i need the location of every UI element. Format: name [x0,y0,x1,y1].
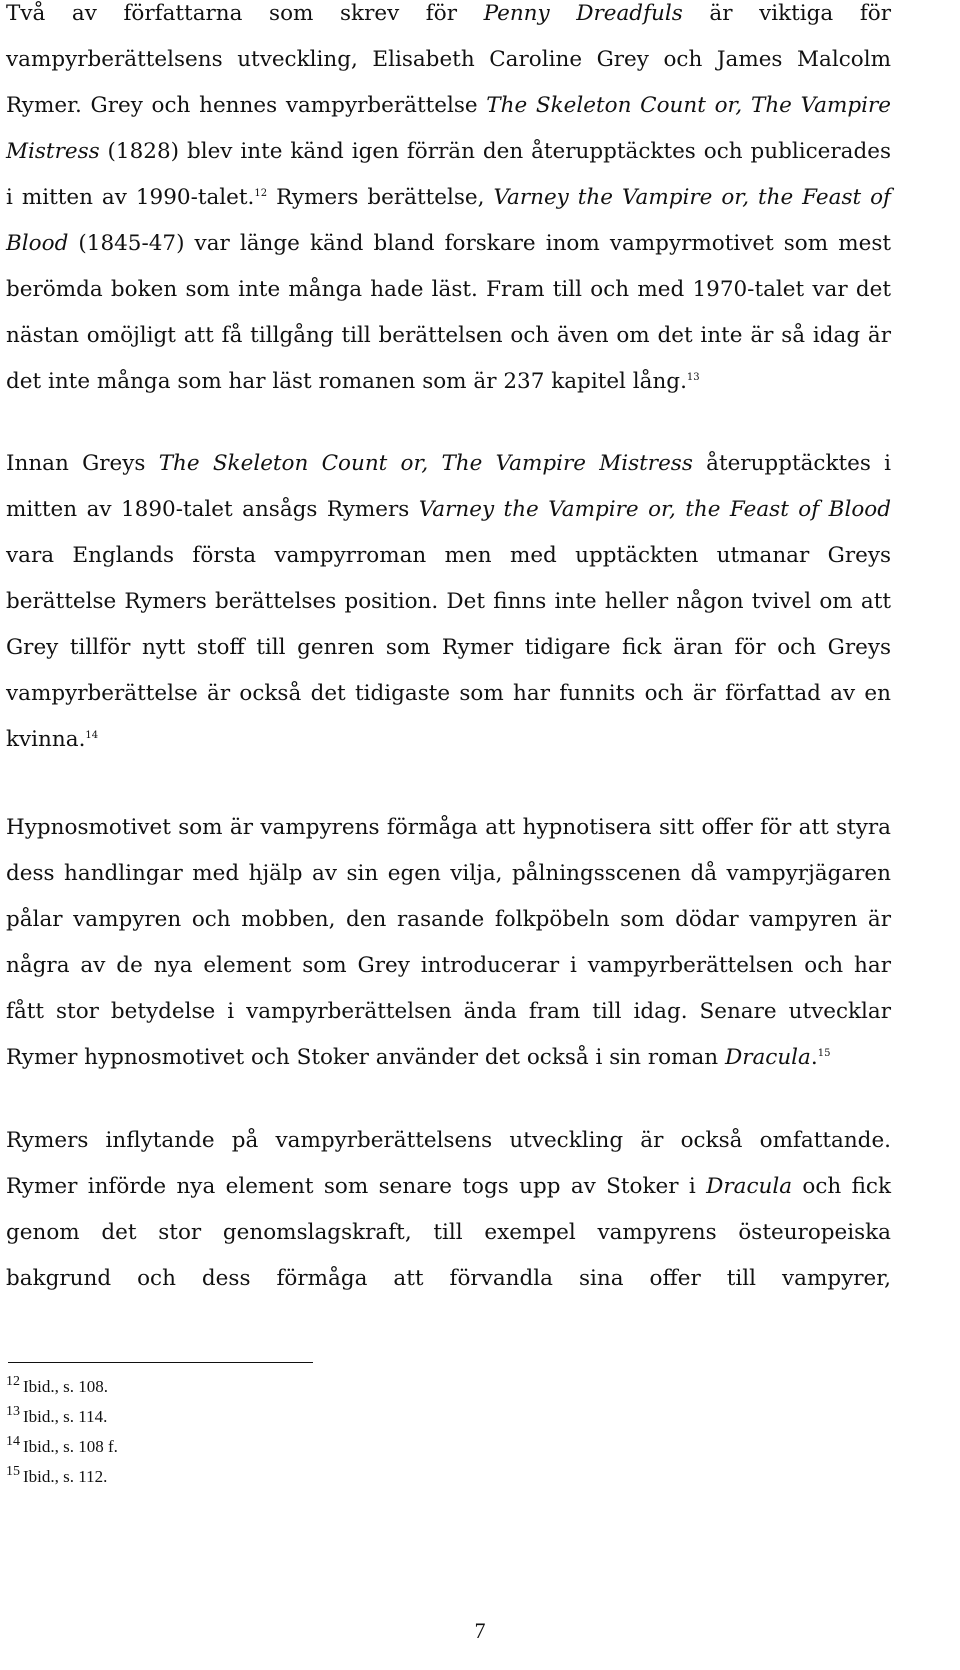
paragraph-1 [6,0,891,405]
text-run: vara Englands första vampyrroman men med upptäckten utmanar Greys berättelse Rymers berättelses position. Det finns inte heller någon tvivel om att Grey tillför nytt stoff till genren som Rymer tidigare fick äran för och Greys vampyrberättelse är också det tidigaste som har funnits och är författad av en kvinna. [6,543,891,752]
footnote-12 [6,1372,118,1402]
footnote-text: Ibid., s. 112. [23,1467,108,1486]
text-run: (1845-47) var länge känd bland forskare inom vampyrmotivet som mest berömda boken som inte många hade läst. Fram till och med 1970-talet var det nästan omöjligt att få tillgång till berättelsen och även om det inte är så idag är det inte många som har läst romanen som är 237 kapitel lång. [6,231,891,394]
footnote-reference: 13 [686,371,700,383]
italic-title: Penny Dreadfuls [483,1,683,26]
footnote-number: 12 [6,1374,20,1390]
page-number: 7 [474,1618,486,1643]
text-run: återupptäcktes i mitten av 1890-talet ansågs Rymers [6,451,891,522]
text-run: . [810,1045,818,1070]
text-run: och fick genom det stor genomslagskraft, till exempel vampyrens östeuropeiska bakgrund och dess förmåga att förvandla sina offer till vampyrer, [6,1174,891,1291]
footnote-text: Ibid., s. 114. [23,1407,108,1426]
text-run: Rymers berättelse, [267,185,494,210]
footnote-number: 13 [6,1404,20,1420]
footnote-reference: 14 [85,729,99,741]
text-run: är viktiga för vampyrberättelsens utveckling, Elisabeth Caroline Grey och James Malcolm Rymer. Grey och hennes vampyrberättelse [6,1,892,118]
footnote-13 [6,1402,118,1432]
footnote-text: Ibid., s. 108 f. [23,1437,118,1456]
italic-title: Dracula [706,1174,793,1199]
text-run: Hypnosmotivet som är vampyrens förmåga att hypnotisera sitt offer för att styra dess handlingar med hjälp av sin egen vilja, pålningsscenen då vampyrjägaren pålar vampyren och mobben, den rasande folkpöbeln som dödar vampyren är några av de nya element som Grey introducerar i vampyrberättelsen och har fått stor betydelse i vampyrberättelsen ända fram till idag. Senare utvecklar Rymer hypnosmotivet och Stoker använder det också i sin roman [6,815,891,1070]
footnote-14 [6,1432,118,1462]
footnote-separator [8,1362,313,1363]
text-run: Rymers inflytande på vampyrberättelsens utveckling är också omfattande. Rymer införde nya element som senare togs upp av Stoker i [6,1128,891,1199]
italic-title: The Skeleton Count or, The Vampire Mistress [158,451,693,476]
footnote-text: Ibid., s. 108. [23,1377,108,1396]
paragraph-2 [6,441,891,763]
text-run: (1828) blev inte känd igen förrän den återupptäcktes och publicerades i mitten av 1990-talet. [6,139,891,210]
text-run: Innan Greys [6,451,159,476]
footnote-reference: 12 [254,187,268,199]
paragraph-4 [6,1118,891,1302]
italic-title: Varney the Vampire or, the Feast of Blood [6,185,891,256]
italic-title: Varney the Vampire or, the Feast of Blood [418,497,891,522]
footnote-number: 15 [6,1464,20,1480]
footnotes [6,1372,118,1492]
italic-title: Dracula [724,1045,811,1070]
footnote-reference: 15 [817,1047,831,1059]
footnote-number: 14 [6,1434,20,1450]
footnote-15 [6,1462,118,1492]
text-run: Två av författarna som skrev för [6,1,484,26]
paragraph-3 [6,805,891,1081]
italic-title: The Skeleton Count or, The Vampire Mistress [6,93,891,164]
